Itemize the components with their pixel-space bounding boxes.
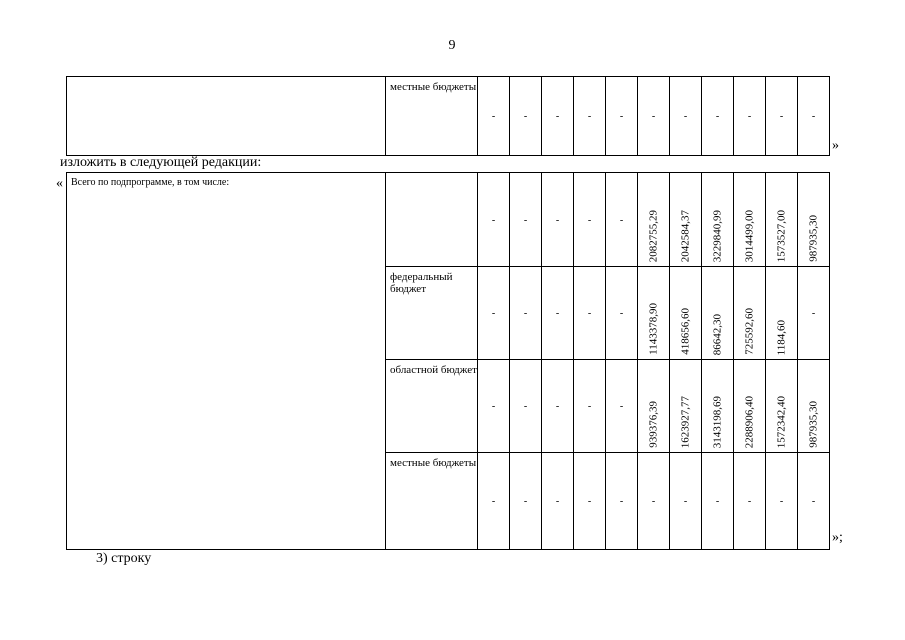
value-cell	[638, 360, 670, 453]
description-text: Всего по подпрограмме, в том числе:	[71, 177, 230, 188]
value-text: -	[587, 401, 592, 412]
value-text: -	[811, 308, 816, 319]
value-text: -	[555, 496, 560, 507]
value-cell	[574, 173, 606, 267]
value-cell	[670, 453, 702, 550]
value-text: -	[491, 308, 496, 319]
instruction-text: изложить в следующей редакции:	[60, 155, 262, 170]
value-cell	[734, 360, 766, 453]
top-budget-table	[66, 76, 830, 156]
value-text: 3143198,69	[711, 395, 723, 448]
source-label: областной бюджет	[386, 360, 478, 453]
value-text: -	[555, 111, 560, 122]
value-text: -	[747, 496, 752, 507]
value-text: -	[779, 496, 784, 507]
value-text: 3229840,99	[711, 209, 723, 262]
value-cell	[734, 173, 766, 267]
value-cell	[702, 173, 734, 267]
value-cell	[606, 173, 638, 267]
closing-quote: »	[832, 138, 839, 153]
value-text: -	[523, 214, 528, 226]
value-cell	[542, 453, 574, 550]
value-cell	[510, 267, 542, 360]
value-text: 939376,39	[647, 401, 659, 448]
value-cell	[766, 173, 798, 267]
value-cell	[766, 77, 798, 156]
value-text: 987935,30	[807, 401, 819, 448]
value-text: -	[779, 111, 784, 122]
value-cell	[798, 267, 830, 360]
value-cell	[798, 77, 830, 156]
value-cell	[606, 453, 638, 550]
value-text: -	[651, 496, 656, 507]
value-cell	[638, 267, 670, 360]
value-text: 1572342,40	[775, 395, 787, 448]
value-text: -	[715, 496, 720, 507]
value-cell	[702, 77, 734, 156]
value-cell	[638, 173, 670, 267]
value-cell	[606, 77, 638, 156]
value-cell	[798, 173, 830, 267]
source-label: местные бюджеты	[386, 77, 478, 156]
value-cell	[478, 453, 510, 550]
value-cell	[670, 267, 702, 360]
value-cell	[574, 77, 606, 156]
value-text: -	[619, 496, 624, 507]
value-cell	[702, 267, 734, 360]
value-text: -	[523, 308, 528, 319]
main-budget-table	[66, 172, 830, 550]
value-cell	[478, 173, 510, 267]
value-text: -	[491, 496, 496, 507]
value-cell	[670, 173, 702, 267]
value-text: -	[523, 496, 528, 507]
value-cell	[766, 453, 798, 550]
value-cell	[638, 77, 670, 156]
value-cell	[510, 453, 542, 550]
value-text: -	[587, 111, 592, 122]
value-cell	[510, 173, 542, 267]
value-cell	[478, 267, 510, 360]
value-text: -	[619, 401, 624, 412]
value-cell	[766, 360, 798, 453]
value-text: -	[747, 111, 752, 122]
value-cell	[798, 453, 830, 550]
value-cell	[702, 453, 734, 550]
footer-text: 3) строку	[96, 551, 152, 566]
value-text: 3014499,00	[743, 209, 755, 262]
value-cell	[702, 360, 734, 453]
value-text: 2288906,40	[743, 395, 755, 448]
value-cell	[798, 360, 830, 453]
value-cell	[478, 360, 510, 453]
value-cell	[574, 453, 606, 550]
value-text: -	[651, 111, 656, 122]
value-cell	[734, 453, 766, 550]
value-text: 1184,60	[775, 319, 787, 355]
value-text: -	[619, 308, 624, 319]
opening-quote: «	[56, 176, 63, 191]
value-text: -	[683, 496, 688, 507]
value-text: 2082755,29	[647, 209, 659, 262]
value-text: -	[811, 111, 816, 122]
value-cell	[574, 360, 606, 453]
value-text: -	[491, 111, 496, 122]
closing-quote: »;	[832, 530, 843, 545]
empty-description-cell	[67, 77, 386, 156]
value-cell	[510, 77, 542, 156]
source-label	[386, 173, 478, 267]
value-text: 2042584,37	[679, 209, 691, 262]
value-cell	[606, 360, 638, 453]
value-text: 1143378,90	[647, 303, 659, 355]
value-text: -	[587, 308, 592, 319]
value-text: -	[619, 111, 624, 122]
value-cell	[734, 267, 766, 360]
value-cell	[542, 267, 574, 360]
description-cell	[67, 173, 386, 550]
value-cell	[478, 77, 510, 156]
value-cell	[638, 453, 670, 550]
table-row	[67, 173, 830, 267]
source-label: федеральный бюджет	[386, 267, 478, 360]
value-text: 418656,60	[679, 308, 691, 355]
value-text: -	[491, 401, 496, 412]
value-cell	[670, 77, 702, 156]
value-text: 86642,30	[711, 313, 723, 355]
value-text: -	[587, 496, 592, 507]
value-text: -	[491, 214, 496, 226]
value-text: -	[555, 214, 560, 226]
value-text: -	[811, 496, 816, 507]
page-number: 9	[448, 38, 456, 53]
value-text: 725592,60	[743, 308, 755, 355]
value-text: 1573527,00	[775, 209, 787, 262]
value-text: -	[715, 111, 720, 122]
value-text: -	[683, 111, 688, 122]
value-cell	[670, 360, 702, 453]
value-text: -	[555, 308, 560, 319]
value-cell	[542, 77, 574, 156]
value-cell	[542, 173, 574, 267]
value-text: 987935,30	[807, 215, 819, 262]
value-cell	[734, 77, 766, 156]
source-label: местные бюджеты	[386, 453, 478, 550]
value-text: -	[555, 401, 560, 412]
value-text: -	[587, 214, 592, 226]
table-row	[67, 77, 830, 156]
value-cell	[510, 360, 542, 453]
value-cell	[766, 267, 798, 360]
value-cell	[606, 267, 638, 360]
value-cell	[574, 267, 606, 360]
value-text: -	[619, 214, 624, 226]
value-text: -	[523, 111, 528, 122]
value-cell	[542, 360, 574, 453]
value-text: 1623927,77	[679, 395, 691, 448]
value-text: -	[523, 401, 528, 412]
